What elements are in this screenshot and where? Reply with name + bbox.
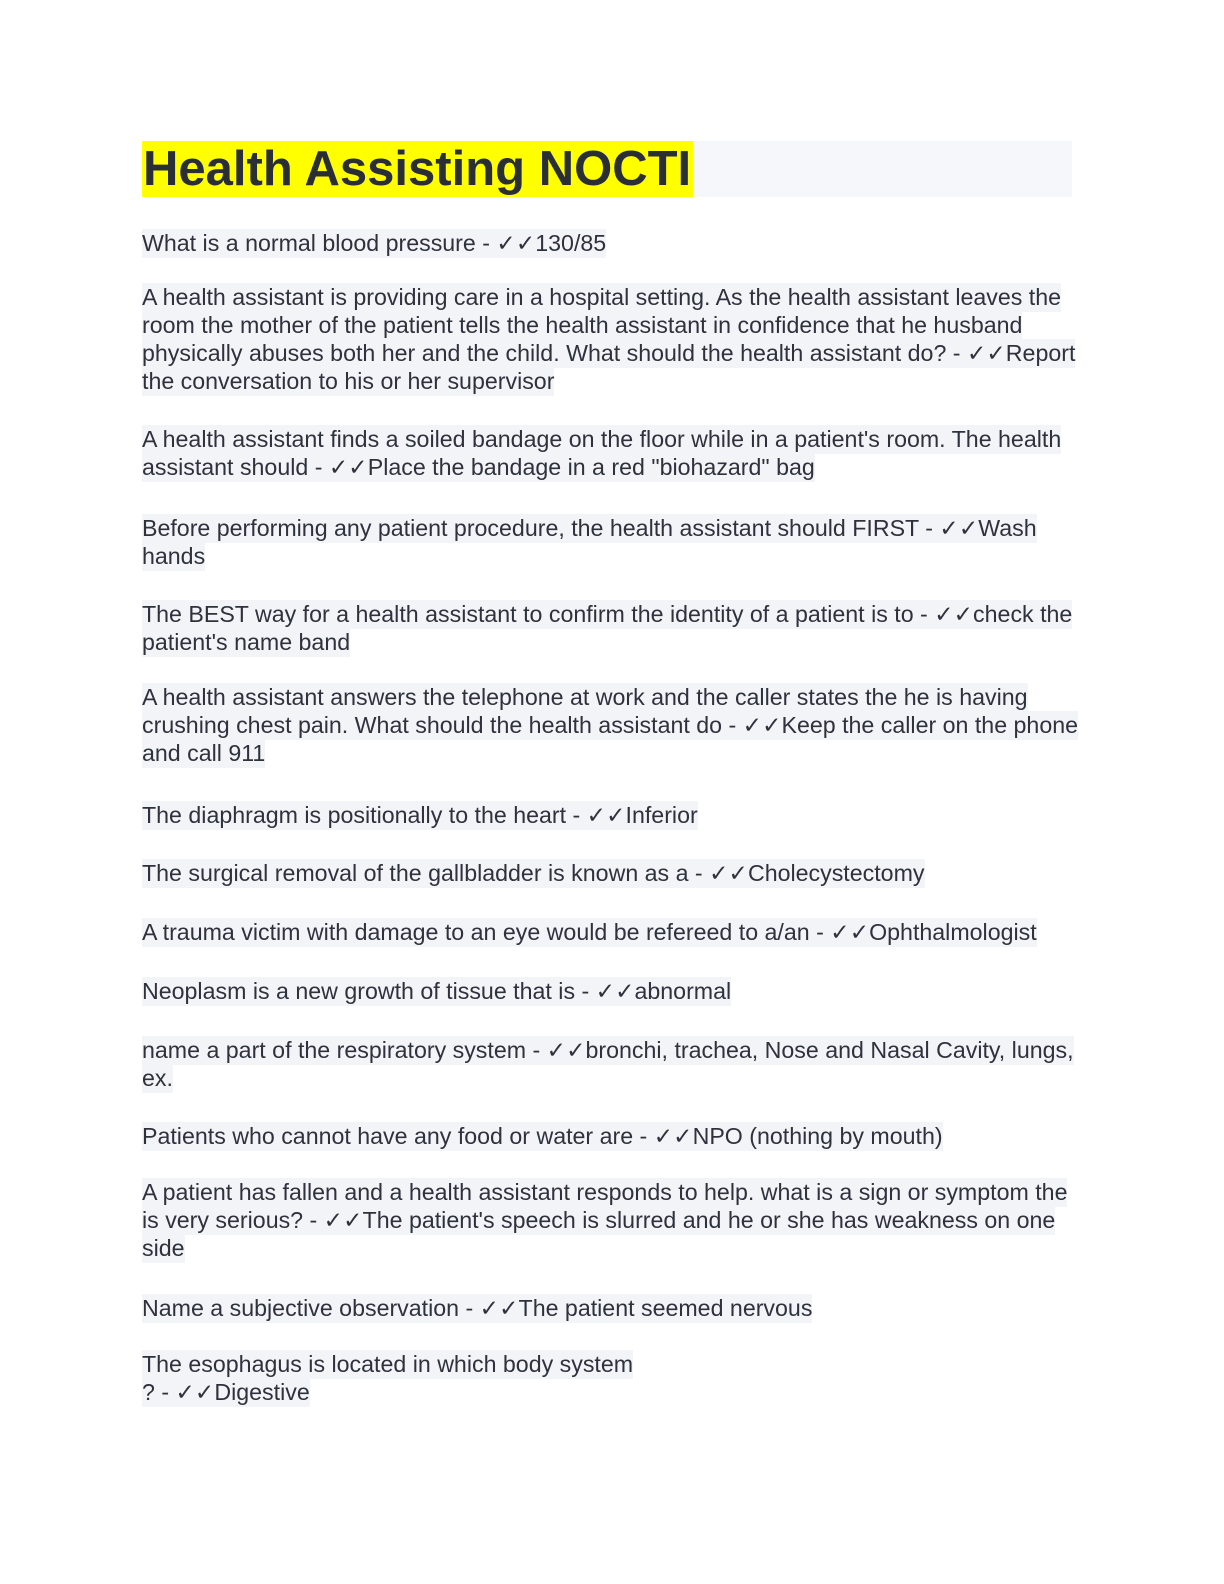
qa-item-13 xyxy=(142,1178,1082,1262)
qa-item-4 xyxy=(142,514,1082,570)
qa-item-12 xyxy=(142,1122,1082,1150)
qa-text: The BEST way for a health assistant to confirm the identity of a patient is to - ✓✓check the patient's name band xyxy=(142,601,1073,655)
qa-item-3 xyxy=(142,425,1082,481)
qa-text: What is a normal blood pressure - ✓✓130/85 xyxy=(142,230,607,256)
qa-text: The surgical removal of the gallbladder is known as a - ✓✓Cholecystectomy xyxy=(142,860,925,886)
qa-item-6 xyxy=(142,683,1082,767)
qa-text: A health assistant finds a soiled bandage on the floor while in a patient's room. The health assistant should - ✓✓Place the bandage in a red "biohazard" bag xyxy=(142,426,1062,480)
qa-text: name a part of the respiratory system - ✓✓bronchi, trachea, Nose and Nasal Cavity, lungs, ex. xyxy=(142,1037,1074,1091)
qa-item-14 xyxy=(142,1294,1082,1322)
qa-text: The diaphragm is positionally to the heart - ✓✓Inferior xyxy=(142,802,698,828)
qa-text: A health assistant answers the telephone at work and the caller states the he is having crushing chest pain. What should the health assistant do - ✓✓Keep the caller on the phone and call 911 xyxy=(142,684,1079,766)
qa-text: A patient has fallen and a health assistant responds to help. what is a sign or symptom the is very serious? - ✓✓The patient's speech is slurred and he or she has weakness on one side xyxy=(142,1179,1068,1261)
qa-item-1 xyxy=(142,229,1082,257)
qa-text: Patients who cannot have any food or water are - ✓✓NPO (nothing by mouth) xyxy=(142,1123,943,1149)
qa-item-11 xyxy=(142,1036,1082,1092)
document-title: Health Assisting NOCTI xyxy=(143,142,692,196)
qa-text: A trauma victim with damage to an eye would be refereed to a/an - ✓✓Ophthalmologist xyxy=(142,919,1037,945)
qa-text: Before performing any patient procedure, the health assistant should FIRST - ✓✓Wash hands xyxy=(142,515,1037,569)
qa-item-5 xyxy=(142,600,1082,656)
qa-text: Neoplasm is a new growth of tissue that is - ✓✓abnormal xyxy=(142,978,732,1004)
qa-text: Name a subjective observation - ✓✓The patient seemed nervous xyxy=(142,1295,813,1321)
qa-item-10 xyxy=(142,977,1082,1005)
qa-item-9 xyxy=(142,918,1082,946)
qa-text: The esophagus is located in which body system ? - ✓✓Digestive xyxy=(142,1351,634,1405)
qa-item-2 xyxy=(142,283,1082,395)
qa-item-8 xyxy=(142,859,1082,887)
qa-text: A health assistant is providing care in a hospital setting. As the health assistant leaves the room the mother of the patient tells the health assistant in confidence that he husband physically abuses both her and the child. What should the health assistant do? - ✓✓Report the conversation to his or her supervisor xyxy=(142,284,1076,394)
qa-item-15 xyxy=(142,1350,1082,1406)
qa-item-7 xyxy=(142,801,1082,829)
